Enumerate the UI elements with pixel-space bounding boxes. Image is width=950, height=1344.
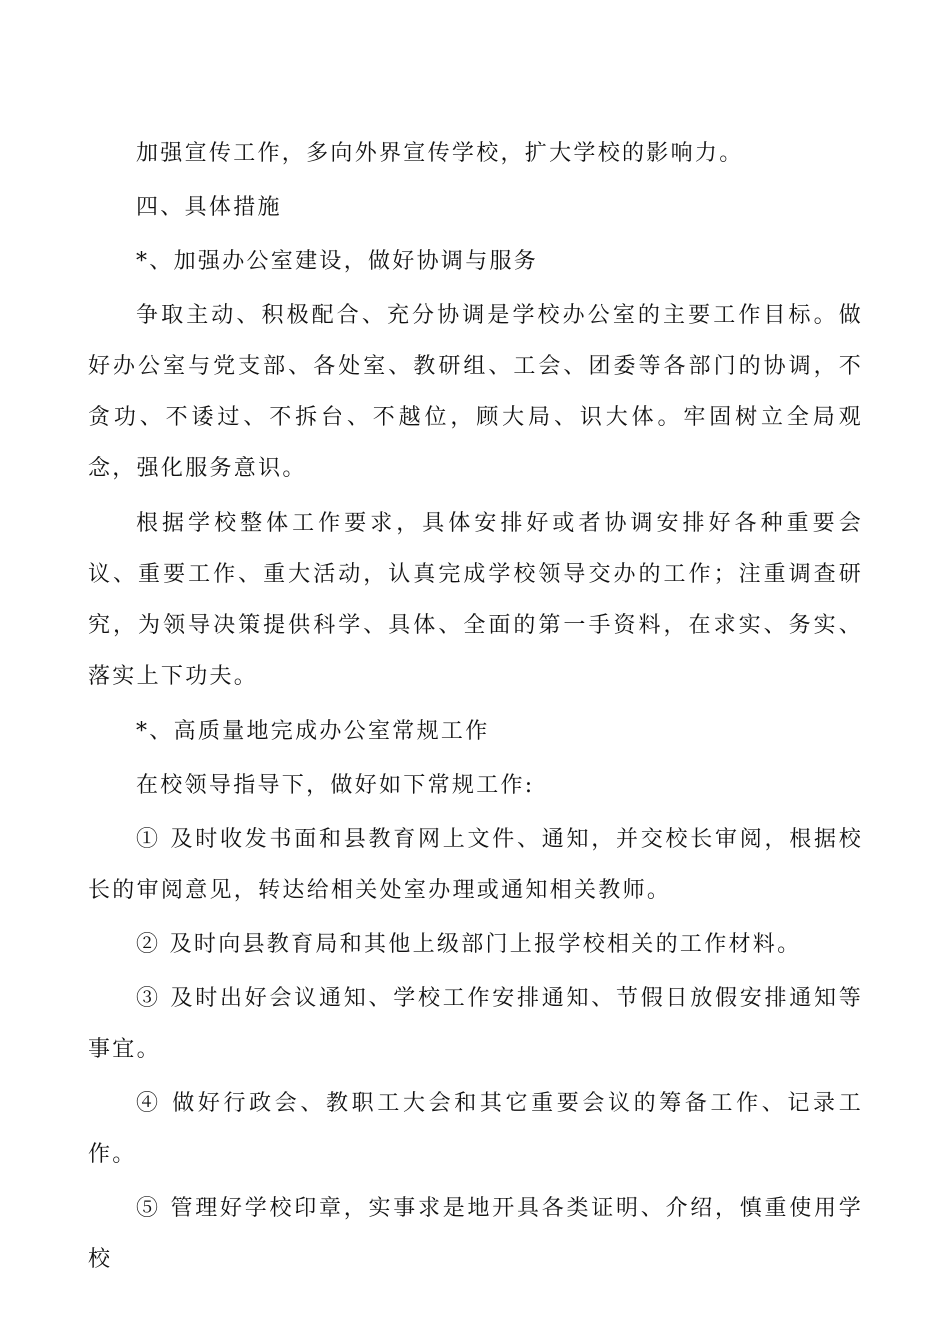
subheading-routine-work: *、高质量地完成办公室常规工作 <box>136 719 490 744</box>
paragraph-publicity: 加强宣传工作，多向外界宣传学校，扩大学校的影响力。 <box>136 141 744 166</box>
paragraph-routine-intro: 在校领导指导下，做好如下常规工作: <box>136 773 535 798</box>
paragraph-coordination: 争取主动、积极配合、充分协调是学校办公室的主要工作目标。做好办公室与党支部、各处室、教研组、工会、团委等各部门的协调，不贪功、不诿过、不拆台、不越位，顾大局、识大体。牢固树立全局观念，强化服务意识。 <box>88 303 863 481</box>
list-item-5: ⑤ 管理好学校印章，实事求是地开具各类证明、介绍，慎重使用学校 <box>88 1196 863 1272</box>
paragraph-arrangements: 根据学校整体工作要求，具体安排好或者协调安排好各种重要会议、重要工作、重大活动，认真完成学校领导交办的工作；注重调查研究，为领导决策提供科学、具体、全面的第一手资料，在求实、务实、落实上下功夫。 <box>88 511 863 689</box>
subheading-office-building: *、加强办公室建设，做好协调与服务 <box>136 249 539 274</box>
list-item-3: ③ 及时出好会议通知、学校工作安排通知、节假日放假安排通知等事宜。 <box>88 986 863 1062</box>
section-heading-measures: 四、具体措施 <box>136 195 282 220</box>
document-page <box>88 128 863 1288</box>
list-item-4: ④ 做好行政会、教职工大会和其它重要会议的筹备工作、记录工作。 <box>88 1091 863 1167</box>
list-item-2: ② 及时向县教育局和其他上级部门上报学校相关的工作材料。 <box>136 932 802 957</box>
list-item-1: ① 及时收发书面和县教育网上文件、通知，并交校长审阅，根据校长的审阅意见，转达给相关处室办理或通知相关教师。 <box>88 827 863 903</box>
